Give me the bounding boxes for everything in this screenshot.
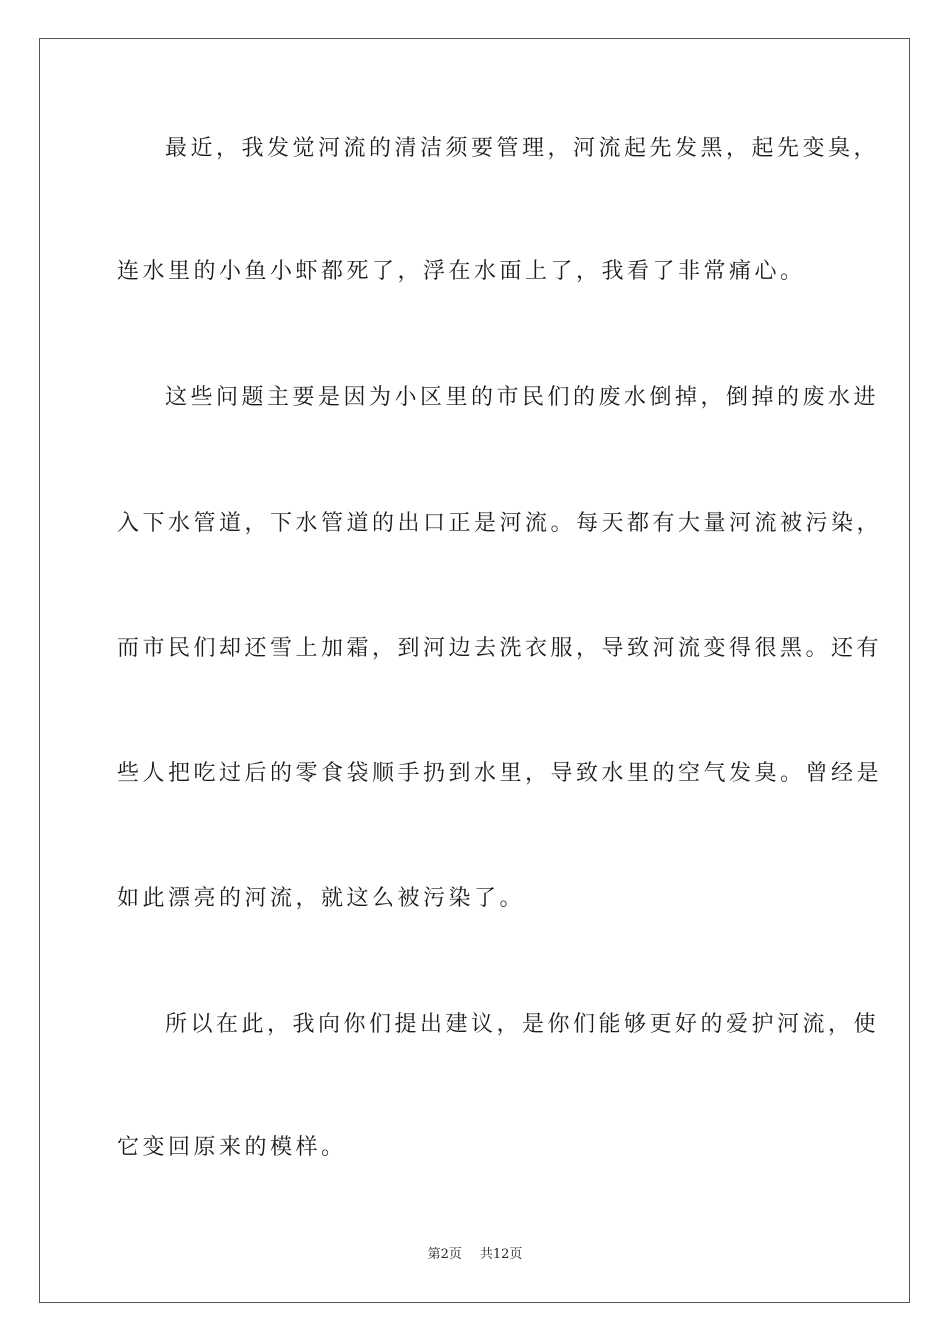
paragraph-3-line-1: 所以在此，我向你们提出建议，是你们能够更好的爱护河流，使	[165, 1012, 880, 1037]
page-footer	[0, 1247, 950, 1263]
paragraph-1-line-1: 最近，我发觉河流的清洁须要管理，河流起先发黑，起先变臭，	[165, 136, 880, 161]
paragraph-2-line-2: 入下水管道，下水管道的出口正是河流。每天都有大量河流被污染，	[117, 511, 883, 536]
paragraph-1-line-2: 连水里的小鱼小虾都死了，浮在水面上了，我看了非常痛心。	[117, 259, 806, 284]
page-total: 共12页	[479, 1247, 523, 1262]
paragraph-2-line-4: 些人把吃过后的零食袋顺手扔到水里，导致水里的空气发臭。曾经是	[117, 761, 883, 786]
page-number: 第2页	[427, 1247, 462, 1262]
paragraph-2-line-5: 如此漂亮的河流，就这么被污染了。	[117, 886, 526, 911]
paragraph-2-line-3: 而市民们却还雪上加霜，到河边去洗衣服，导致河流变得很黑。还有	[117, 636, 883, 661]
page-border	[39, 38, 910, 1303]
paragraph-3-line-2: 它变回原来的模样。	[117, 1135, 347, 1160]
paragraph-2-line-1: 这些问题主要是因为小区里的市民们的废水倒掉，倒掉的废水进	[165, 385, 880, 410]
